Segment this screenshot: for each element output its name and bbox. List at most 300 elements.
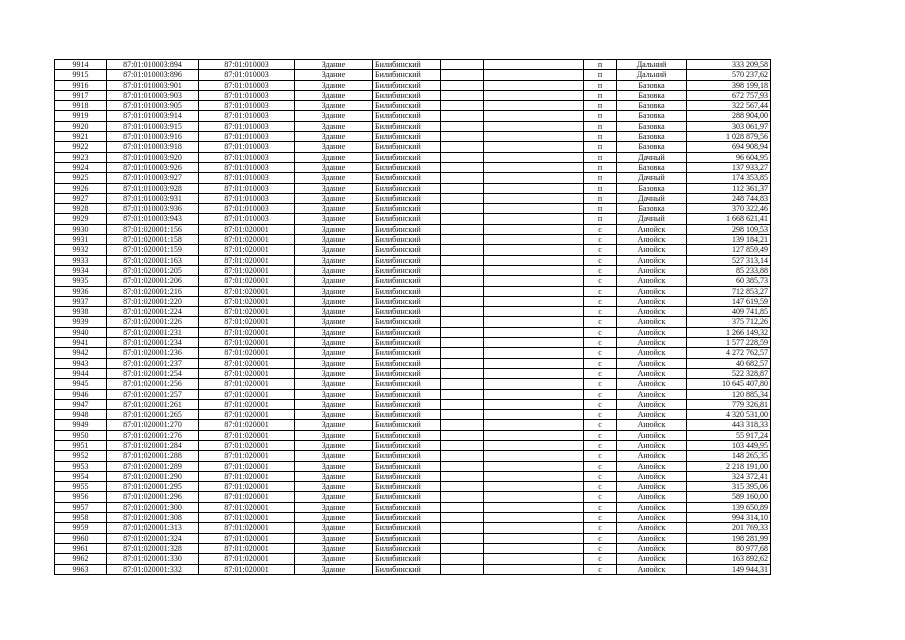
blank-cell-b bbox=[484, 492, 584, 502]
row-number-cell: 9950 bbox=[55, 430, 107, 440]
blank-cell-b bbox=[484, 523, 584, 533]
row-number-cell: 9942 bbox=[55, 348, 107, 358]
table-row bbox=[55, 389, 771, 399]
blank-cell-b bbox=[484, 265, 584, 275]
cadastral-value-cell: 137 933,27 bbox=[687, 162, 771, 172]
blank-cell-a bbox=[441, 265, 484, 275]
blank-cell-b bbox=[484, 101, 584, 111]
cadastral-quarter-cell: 87:01:020001 bbox=[199, 502, 295, 512]
cadastral-number-cell: 87:01:020001:330 bbox=[107, 554, 199, 564]
cadastral-value-cell: 779 326,81 bbox=[687, 399, 771, 409]
cadastral-value-cell: 522 328,87 bbox=[687, 368, 771, 378]
settlement-type-cell: с bbox=[584, 440, 617, 450]
settlement-cell: Анюйск bbox=[617, 389, 687, 399]
table-row bbox=[55, 471, 771, 481]
cadastral-quarter-cell: 87:01:010003 bbox=[199, 132, 295, 142]
blank-cell-b bbox=[484, 338, 584, 348]
settlement-cell: Анюйск bbox=[617, 502, 687, 512]
cadastral-number-cell: 87:01:020001:276 bbox=[107, 430, 199, 440]
district-cell: Билибинский bbox=[373, 235, 441, 245]
blank-cell-a bbox=[441, 317, 484, 327]
table-row bbox=[55, 451, 771, 461]
table-row bbox=[55, 348, 771, 358]
row-number-cell: 9915 bbox=[55, 70, 107, 80]
district-cell: Билибинский bbox=[373, 358, 441, 368]
row-number-cell: 9928 bbox=[55, 204, 107, 214]
table-row bbox=[55, 60, 771, 70]
cadastral-value-table bbox=[54, 59, 771, 575]
blank-cell-b bbox=[484, 255, 584, 265]
blank-cell-a bbox=[441, 80, 484, 90]
cadastral-quarter-cell: 87:01:020001 bbox=[199, 513, 295, 523]
table-row bbox=[55, 101, 771, 111]
table-row bbox=[55, 492, 771, 502]
cadastral-quarter-cell: 87:01:020001 bbox=[199, 533, 295, 543]
blank-cell-a bbox=[441, 492, 484, 502]
settlement-cell: Базовка bbox=[617, 80, 687, 90]
blank-cell-a bbox=[441, 513, 484, 523]
row-number-cell: 9959 bbox=[55, 523, 107, 533]
blank-cell-b bbox=[484, 451, 584, 461]
table-row bbox=[55, 111, 771, 121]
blank-cell-b bbox=[484, 379, 584, 389]
object-type-cell: Здание bbox=[295, 399, 373, 409]
blank-cell-b bbox=[484, 70, 584, 80]
cadastral-value-cell: 298 109,53 bbox=[687, 224, 771, 234]
blank-cell-b bbox=[484, 533, 584, 543]
cadastral-number-cell: 87:01:010003:943 bbox=[107, 214, 199, 224]
settlement-type-cell: п bbox=[584, 214, 617, 224]
district-cell: Билибинский bbox=[373, 471, 441, 481]
cadastral-quarter-cell: 87:01:010003 bbox=[199, 90, 295, 100]
settlement-type-cell: с bbox=[584, 523, 617, 533]
row-number-cell: 9937 bbox=[55, 296, 107, 306]
object-type-cell: Здание bbox=[295, 327, 373, 337]
settlement-cell: Дачный bbox=[617, 152, 687, 162]
cadastral-value-cell: 85 233,88 bbox=[687, 265, 771, 275]
settlement-cell: Анюйск bbox=[617, 440, 687, 450]
settlement-cell: Анюйск bbox=[617, 286, 687, 296]
district-cell: Билибинский bbox=[373, 338, 441, 348]
settlement-type-cell: с bbox=[584, 399, 617, 409]
settlement-cell: Анюйск bbox=[617, 554, 687, 564]
settlement-cell: Анюйск bbox=[617, 224, 687, 234]
table-row bbox=[55, 235, 771, 245]
cadastral-value-cell: 1 668 621,41 bbox=[687, 214, 771, 224]
settlement-cell: Анюйск bbox=[617, 451, 687, 461]
table-row bbox=[55, 523, 771, 533]
cadastral-number-cell: 87:01:020001:257 bbox=[107, 389, 199, 399]
cadastral-number-cell: 87:01:010003:905 bbox=[107, 101, 199, 111]
cadastral-quarter-cell: 87:01:020001 bbox=[199, 317, 295, 327]
settlement-cell: Анюйск bbox=[617, 307, 687, 317]
blank-cell-b bbox=[484, 348, 584, 358]
blank-cell-a bbox=[441, 60, 484, 70]
cadastral-quarter-cell: 87:01:020001 bbox=[199, 451, 295, 461]
table-row bbox=[55, 132, 771, 142]
settlement-type-cell: с bbox=[584, 276, 617, 286]
settlement-cell: Дальний bbox=[617, 60, 687, 70]
object-type-cell: Здание bbox=[295, 224, 373, 234]
object-type-cell: Здание bbox=[295, 389, 373, 399]
cadastral-quarter-cell: 87:01:010003 bbox=[199, 173, 295, 183]
cadastral-quarter-cell: 87:01:020001 bbox=[199, 461, 295, 471]
cadastral-quarter-cell: 87:01:020001 bbox=[199, 338, 295, 348]
table-row bbox=[55, 317, 771, 327]
settlement-type-cell: п bbox=[584, 111, 617, 121]
blank-cell-b bbox=[484, 317, 584, 327]
settlement-type-cell: с bbox=[584, 564, 617, 574]
table-row bbox=[55, 286, 771, 296]
cadastral-number-cell: 87:01:010003:903 bbox=[107, 90, 199, 100]
object-type-cell: Здание bbox=[295, 111, 373, 121]
district-cell: Билибинский bbox=[373, 204, 441, 214]
blank-cell-a bbox=[441, 193, 484, 203]
row-number-cell: 9945 bbox=[55, 379, 107, 389]
district-cell: Билибинский bbox=[373, 492, 441, 502]
district-cell: Билибинский bbox=[373, 214, 441, 224]
settlement-type-cell: п bbox=[584, 90, 617, 100]
blank-cell-a bbox=[441, 307, 484, 317]
cadastral-value-cell: 163 892,62 bbox=[687, 554, 771, 564]
object-type-cell: Здание bbox=[295, 379, 373, 389]
cadastral-number-cell: 87:01:020001:224 bbox=[107, 307, 199, 317]
settlement-type-cell: с bbox=[584, 482, 617, 492]
row-number-cell: 9954 bbox=[55, 471, 107, 481]
district-cell: Билибинский bbox=[373, 420, 441, 430]
object-type-cell: Здание bbox=[295, 482, 373, 492]
district-cell: Билибинский bbox=[373, 193, 441, 203]
object-type-cell: Здание bbox=[295, 368, 373, 378]
blank-cell-b bbox=[484, 410, 584, 420]
settlement-cell: Дачный bbox=[617, 214, 687, 224]
object-type-cell: Здание bbox=[295, 173, 373, 183]
settlement-cell: Анюйск bbox=[617, 410, 687, 420]
row-number-cell: 9914 bbox=[55, 60, 107, 70]
settlement-type-cell: с bbox=[584, 307, 617, 317]
blank-cell-a bbox=[441, 451, 484, 461]
cadastral-quarter-cell: 87:01:010003 bbox=[199, 152, 295, 162]
settlement-type-cell: с bbox=[584, 368, 617, 378]
blank-cell-b bbox=[484, 60, 584, 70]
district-cell: Билибинский bbox=[373, 327, 441, 337]
blank-cell-a bbox=[441, 152, 484, 162]
cadastral-number-cell: 87:01:020001:288 bbox=[107, 451, 199, 461]
cadastral-number-cell: 87:01:020001:300 bbox=[107, 502, 199, 512]
blank-cell-a bbox=[441, 368, 484, 378]
object-type-cell: Здание bbox=[295, 183, 373, 193]
cadastral-value-cell: 443 318,33 bbox=[687, 420, 771, 430]
blank-cell-a bbox=[441, 183, 484, 193]
object-type-cell: Здание bbox=[295, 420, 373, 430]
settlement-cell: Анюйск bbox=[617, 482, 687, 492]
settlement-type-cell: с bbox=[584, 513, 617, 523]
settlement-cell: Анюйск bbox=[617, 523, 687, 533]
cadastral-quarter-cell: 87:01:020001 bbox=[199, 358, 295, 368]
table-row bbox=[55, 245, 771, 255]
cadastral-number-cell: 87:01:010003:931 bbox=[107, 193, 199, 203]
blank-cell-a bbox=[441, 173, 484, 183]
district-cell: Билибинский bbox=[373, 173, 441, 183]
row-number-cell: 9943 bbox=[55, 358, 107, 368]
blank-cell-a bbox=[441, 358, 484, 368]
settlement-type-cell: с bbox=[584, 492, 617, 502]
cadastral-number-cell: 87:01:020001:156 bbox=[107, 224, 199, 234]
cadastral-number-cell: 87:01:010003:915 bbox=[107, 121, 199, 131]
row-number-cell: 9958 bbox=[55, 513, 107, 523]
cadastral-quarter-cell: 87:01:010003 bbox=[199, 111, 295, 121]
district-cell: Билибинский bbox=[373, 317, 441, 327]
blank-cell-b bbox=[484, 152, 584, 162]
settlement-cell: Анюйск bbox=[617, 245, 687, 255]
district-cell: Билибинский bbox=[373, 90, 441, 100]
table-row bbox=[55, 368, 771, 378]
blank-cell-a bbox=[441, 389, 484, 399]
settlement-cell: Анюйск bbox=[617, 265, 687, 275]
object-type-cell: Здание bbox=[295, 265, 373, 275]
cadastral-quarter-cell: 87:01:010003 bbox=[199, 142, 295, 152]
table-row bbox=[55, 502, 771, 512]
cadastral-value-cell: 127 859,49 bbox=[687, 245, 771, 255]
cadastral-value-cell: 375 712,26 bbox=[687, 317, 771, 327]
blank-cell-b bbox=[484, 111, 584, 121]
cadastral-value-cell: 174 353,85 bbox=[687, 173, 771, 183]
cadastral-number-cell: 87:01:020001:290 bbox=[107, 471, 199, 481]
object-type-cell: Здание bbox=[295, 142, 373, 152]
district-cell: Билибинский bbox=[373, 286, 441, 296]
row-number-cell: 9932 bbox=[55, 245, 107, 255]
district-cell: Билибинский bbox=[373, 307, 441, 317]
cadastral-quarter-cell: 87:01:020001 bbox=[199, 235, 295, 245]
table-row bbox=[55, 296, 771, 306]
cadastral-value-cell: 2 218 191,00 bbox=[687, 461, 771, 471]
table-row bbox=[55, 564, 771, 574]
cadastral-value-cell: 694 908,94 bbox=[687, 142, 771, 152]
settlement-type-cell: с bbox=[584, 410, 617, 420]
settlement-cell: Анюйск bbox=[617, 368, 687, 378]
blank-cell-b bbox=[484, 327, 584, 337]
settlement-type-cell: с bbox=[584, 235, 617, 245]
cadastral-quarter-cell: 87:01:020001 bbox=[199, 482, 295, 492]
row-number-cell: 9924 bbox=[55, 162, 107, 172]
cadastral-quarter-cell: 87:01:010003 bbox=[199, 60, 295, 70]
cadastral-value-cell: 398 199,18 bbox=[687, 80, 771, 90]
object-type-cell: Здание bbox=[295, 502, 373, 512]
settlement-cell: Анюйск bbox=[617, 276, 687, 286]
district-cell: Билибинский bbox=[373, 348, 441, 358]
table-row bbox=[55, 513, 771, 523]
table-row bbox=[55, 554, 771, 564]
table-row bbox=[55, 224, 771, 234]
row-number-cell: 9922 bbox=[55, 142, 107, 152]
blank-cell-b bbox=[484, 276, 584, 286]
cadastral-number-cell: 87:01:020001:206 bbox=[107, 276, 199, 286]
district-cell: Билибинский bbox=[373, 70, 441, 80]
settlement-cell: Анюйск bbox=[617, 338, 687, 348]
cadastral-quarter-cell: 87:01:020001 bbox=[199, 379, 295, 389]
cadastral-number-cell: 87:01:010003:936 bbox=[107, 204, 199, 214]
cadastral-quarter-cell: 87:01:020001 bbox=[199, 368, 295, 378]
table-row bbox=[55, 482, 771, 492]
blank-cell-a bbox=[441, 245, 484, 255]
blank-cell-a bbox=[441, 440, 484, 450]
row-number-cell: 9963 bbox=[55, 564, 107, 574]
cadastral-number-cell: 87:01:020001:328 bbox=[107, 543, 199, 553]
cadastral-value-cell: 139 184,21 bbox=[687, 235, 771, 245]
settlement-type-cell: п bbox=[584, 121, 617, 131]
blank-cell-b bbox=[484, 430, 584, 440]
cadastral-number-cell: 87:01:010003:896 bbox=[107, 70, 199, 80]
cadastral-value-cell: 201 769,33 bbox=[687, 523, 771, 533]
settlement-type-cell: с bbox=[584, 338, 617, 348]
cadastral-quarter-cell: 87:01:020001 bbox=[199, 276, 295, 286]
row-number-cell: 9920 bbox=[55, 121, 107, 131]
table-row bbox=[55, 307, 771, 317]
row-number-cell: 9917 bbox=[55, 90, 107, 100]
blank-cell-a bbox=[441, 327, 484, 337]
cadastral-value-cell: 148 265,35 bbox=[687, 451, 771, 461]
blank-cell-b bbox=[484, 554, 584, 564]
row-number-cell: 9921 bbox=[55, 132, 107, 142]
cadastral-quarter-cell: 87:01:010003 bbox=[199, 183, 295, 193]
settlement-cell: Анюйск bbox=[617, 358, 687, 368]
district-cell: Билибинский bbox=[373, 296, 441, 306]
blank-cell-b bbox=[484, 543, 584, 553]
cadastral-value-cell: 80 977,68 bbox=[687, 543, 771, 553]
district-cell: Билибинский bbox=[373, 276, 441, 286]
blank-cell-a bbox=[441, 101, 484, 111]
blank-cell-a bbox=[441, 379, 484, 389]
settlement-cell: Анюйск bbox=[617, 533, 687, 543]
cadastral-number-cell: 87:01:010003:920 bbox=[107, 152, 199, 162]
district-cell: Билибинский bbox=[373, 368, 441, 378]
cadastral-number-cell: 87:01:020001:216 bbox=[107, 286, 199, 296]
table-row bbox=[55, 193, 771, 203]
blank-cell-b bbox=[484, 399, 584, 409]
blank-cell-a bbox=[441, 471, 484, 481]
cadastral-number-cell: 87:01:020001:163 bbox=[107, 255, 199, 265]
settlement-cell: Анюйск bbox=[617, 492, 687, 502]
row-number-cell: 9923 bbox=[55, 152, 107, 162]
cadastral-quarter-cell: 87:01:010003 bbox=[199, 193, 295, 203]
object-type-cell: Здание bbox=[295, 554, 373, 564]
cadastral-number-cell: 87:01:010003:926 bbox=[107, 162, 199, 172]
settlement-type-cell: с bbox=[584, 224, 617, 234]
blank-cell-a bbox=[441, 204, 484, 214]
cadastral-value-cell: 315 395,06 bbox=[687, 482, 771, 492]
settlement-cell: Анюйск bbox=[617, 513, 687, 523]
object-type-cell: Здание bbox=[295, 513, 373, 523]
district-cell: Билибинский bbox=[373, 80, 441, 90]
blank-cell-a bbox=[441, 70, 484, 80]
table-row bbox=[55, 255, 771, 265]
cadastral-number-cell: 87:01:010003:914 bbox=[107, 111, 199, 121]
cadastral-value-cell: 527 313,14 bbox=[687, 255, 771, 265]
cadastral-number-cell: 87:01:020001:313 bbox=[107, 523, 199, 533]
table-row bbox=[55, 90, 771, 100]
district-cell: Билибинский bbox=[373, 482, 441, 492]
row-number-cell: 9929 bbox=[55, 214, 107, 224]
table-row bbox=[55, 430, 771, 440]
blank-cell-b bbox=[484, 440, 584, 450]
cadastral-value-cell: 96 604,95 bbox=[687, 152, 771, 162]
district-cell: Билибинский bbox=[373, 255, 441, 265]
table-row bbox=[55, 338, 771, 348]
settlement-cell: Базовка bbox=[617, 204, 687, 214]
district-cell: Билибинский bbox=[373, 224, 441, 234]
settlement-type-cell: п bbox=[584, 204, 617, 214]
district-cell: Билибинский bbox=[373, 523, 441, 533]
settlement-type-cell: п bbox=[584, 142, 617, 152]
district-cell: Билибинский bbox=[373, 389, 441, 399]
settlement-type-cell: с bbox=[584, 554, 617, 564]
blank-cell-b bbox=[484, 214, 584, 224]
settlement-type-cell: с bbox=[584, 389, 617, 399]
settlement-cell: Базовка bbox=[617, 183, 687, 193]
cadastral-number-cell: 87:01:010003:928 bbox=[107, 183, 199, 193]
row-number-cell: 9938 bbox=[55, 307, 107, 317]
blank-cell-b bbox=[484, 502, 584, 512]
blank-cell-a bbox=[441, 543, 484, 553]
blank-cell-a bbox=[441, 348, 484, 358]
table-row bbox=[55, 142, 771, 152]
district-cell: Билибинский bbox=[373, 265, 441, 275]
settlement-cell: Анюйск bbox=[617, 420, 687, 430]
settlement-type-cell: с bbox=[584, 533, 617, 543]
cadastral-value-cell: 370 322,46 bbox=[687, 204, 771, 214]
cadastral-quarter-cell: 87:01:010003 bbox=[199, 204, 295, 214]
blank-cell-a bbox=[441, 502, 484, 512]
cadastral-quarter-cell: 87:01:020001 bbox=[199, 543, 295, 553]
object-type-cell: Здание bbox=[295, 80, 373, 90]
table-row bbox=[55, 265, 771, 275]
blank-cell-a bbox=[441, 420, 484, 430]
table-row bbox=[55, 214, 771, 224]
cadastral-value-cell: 994 314,10 bbox=[687, 513, 771, 523]
settlement-type-cell: п bbox=[584, 162, 617, 172]
settlement-type-cell: п bbox=[584, 80, 617, 90]
cadastral-number-cell: 87:01:010003:901 bbox=[107, 80, 199, 90]
blank-cell-a bbox=[441, 399, 484, 409]
object-type-cell: Здание bbox=[295, 358, 373, 368]
district-cell: Билибинский bbox=[373, 502, 441, 512]
district-cell: Билибинский bbox=[373, 111, 441, 121]
settlement-cell: Анюйск bbox=[617, 348, 687, 358]
table-row bbox=[55, 173, 771, 183]
district-cell: Билибинский bbox=[373, 183, 441, 193]
blank-cell-a bbox=[441, 121, 484, 131]
cadastral-value-cell: 1 028 879,56 bbox=[687, 132, 771, 142]
table-body bbox=[55, 60, 771, 575]
cadastral-value-cell: 1 266 149,32 bbox=[687, 327, 771, 337]
cadastral-quarter-cell: 87:01:010003 bbox=[199, 121, 295, 131]
cadastral-value-cell: 303 061,97 bbox=[687, 121, 771, 131]
settlement-cell: Анюйск bbox=[617, 235, 687, 245]
row-number-cell: 9935 bbox=[55, 276, 107, 286]
cadastral-number-cell: 87:01:020001:236 bbox=[107, 348, 199, 358]
district-cell: Билибинский bbox=[373, 564, 441, 574]
blank-cell-a bbox=[441, 214, 484, 224]
object-type-cell: Здание bbox=[295, 132, 373, 142]
cadastral-value-cell: 324 372,41 bbox=[687, 471, 771, 481]
district-cell: Билибинский bbox=[373, 152, 441, 162]
row-number-cell: 9957 bbox=[55, 502, 107, 512]
settlement-type-cell: с bbox=[584, 430, 617, 440]
row-number-cell: 9952 bbox=[55, 451, 107, 461]
object-type-cell: Здание bbox=[295, 440, 373, 450]
blank-cell-a bbox=[441, 430, 484, 440]
settlement-cell: Базовка bbox=[617, 90, 687, 100]
